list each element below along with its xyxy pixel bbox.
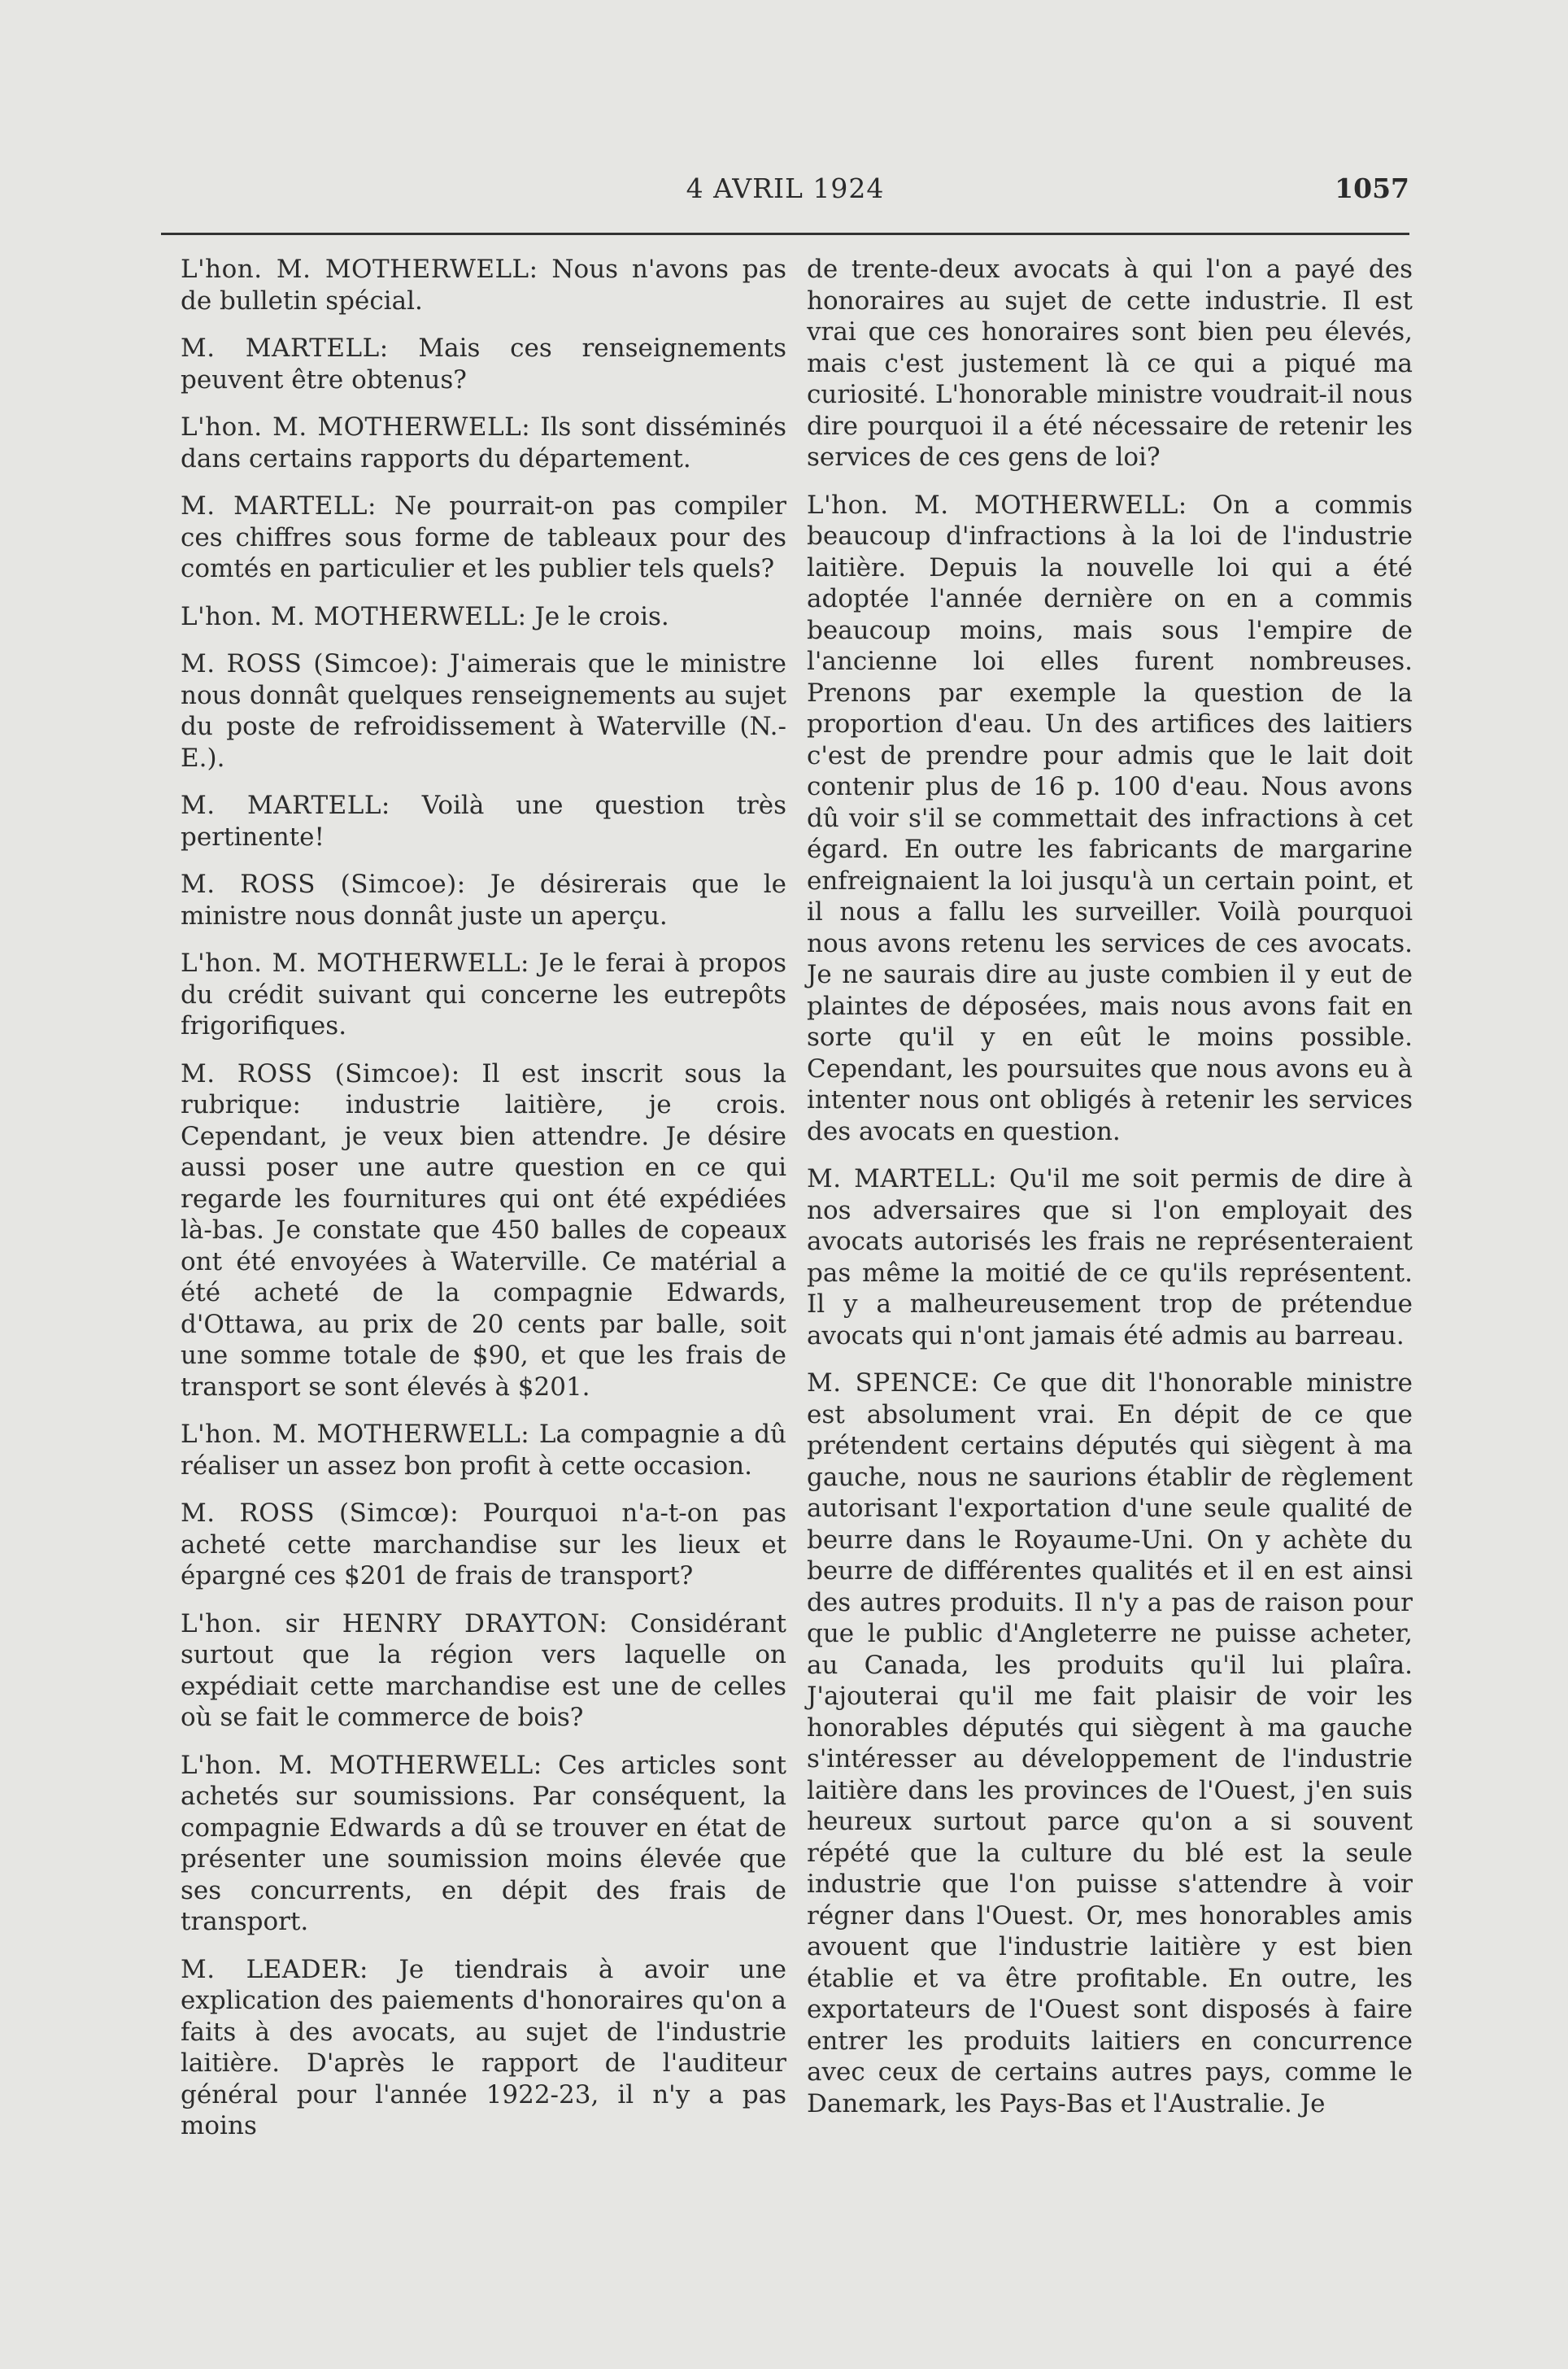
speaker-name: M. MARTELL: xyxy=(181,791,390,820)
speaker-name: M. SPENCE: xyxy=(807,1368,979,1398)
paragraph xyxy=(181,1954,786,2142)
speaker-name: L'hon. M. MOTHERWELL: xyxy=(807,490,1187,520)
speaker-name: L'hon. M. MOTHERWELL: xyxy=(181,255,538,284)
paragraph xyxy=(181,1058,786,1403)
speaker-name: L'hon. M. MOTHERWELL: xyxy=(181,412,531,442)
paragraph xyxy=(181,1498,786,1592)
speaker-name: M. ROSS (Simcœ): xyxy=(181,1499,460,1528)
paragraph-text: Ils sont disséminés dans certains rapports du département. xyxy=(181,412,787,473)
paragraph-text: Considérant surtout que la région vers laquelle on expédiait cette marchandise est une de celles où se fait le commerce de bois? xyxy=(181,1608,786,1732)
left-column xyxy=(181,254,786,2158)
paragraph-text: Ces articles sont achetés sur soumissions. Par conséquent, la compagnie Edwards a dû se trouver en état de présenter une soumission moins élevée que ses concurrents, en dépit des frais de transport. xyxy=(181,1750,787,1936)
paragraph-text: de trente-deux avocats à qui l'on a payé des honoraires au sujet de cette industrie. Il est vrai que ces honoraires sont bien peu élevés, mais c'est justement là ce qui a piqué ma curiosité. L'honorable ministre voudrait-il nous dire pourquoi il a été nécessaire de retenir les services de ces gens de loi? xyxy=(807,255,1413,472)
paragraph xyxy=(181,648,786,774)
speaker-name: M. LEADER: xyxy=(181,1954,368,1984)
paragraph-text: Je désirerais que le ministre nous donnât juste un aperçu. xyxy=(181,870,787,931)
paragraph-text: Voilà une question très pertinente! xyxy=(181,791,786,852)
speaker-name: M. MARTELL: xyxy=(807,1164,997,1193)
paragraph xyxy=(181,1750,786,1938)
paragraph-text: On a commis beaucoup d'infractions à la loi de l'industrie laitière. Depuis la nouvelle loi qui a été adoptée l'année dernière on en a commis beaucoup moins, mais sous l'empire de l'ancienne loi elles furent nombreuses. Prenons par exemple la question de la proportion d'eau. Un des artifices des laitiers c'est de prendre pour admis que le lait doit contenir plus de 16 p. 100 d'eau. Nous avons dû voir s'il se commettait des infractions à cet égard. En outre les fabricants de margarine enfreignaient la loi jusqu'à un certain point, et il nous a fallu les surveiller. Voilà pourquoi nous avons retenu les services de ces avocats. Je ne saurais dire au juste combien il y eut de plaintes de déposées, mais nous avons fait en sorte qu'il y en eût le moins possible. Cependant, les poursuites que nous avons eu à intenter nous ont obligés à retenir les services des avocats en question. xyxy=(807,490,1413,1146)
paragraph-text: La compagnie a dû réaliser un assez bon profit à cette occasion. xyxy=(181,1420,786,1481)
paragraph xyxy=(807,254,1413,473)
paragraph xyxy=(181,254,786,316)
speaker-name: L'hon. M. MOTHERWELL: xyxy=(181,601,527,631)
paragraph xyxy=(807,1368,1413,2119)
paragraph xyxy=(181,601,786,633)
header-rule xyxy=(161,233,1409,235)
paragraph-text: Il est inscrit sous la rubrique: industrie laitière, je crois. Cependant, je veux bien attendre. Je désire aussi poser une autre question en ce qui regarde les fournitures qui ont été expédiées là-bas. Je constate que 450 balles de copeaux ont été envoyées à Waterville. Ce matérial a été acheté de la compagnie Edwards, d'Ottawa, au prix de 20 cents par balle, soit une somme totale de $90, et que les frais de transport se sont élevés à $201. xyxy=(181,1058,787,1402)
paragraph-text: Je le ferai à propos du crédit suivant qui concerne les eutrepôts frigorifiques. xyxy=(181,949,786,1041)
speaker-name: M. ROSS (Simcoe): xyxy=(181,649,439,678)
speaker-name: L'hon. M. MOTHERWELL: xyxy=(181,1750,542,1780)
paragraph-text: Je le crois. xyxy=(526,601,669,631)
paragraph-text: Ne pourrait-on pas compiler ces chiffres sous forme de tableaux pour des comtés en particulier et les publier tels quels? xyxy=(181,491,787,583)
paragraph-text: Pourquoi n'a-t-on pas acheté cette marchandise sur les lieux et épargné ces $201 de frais de transport? xyxy=(181,1499,786,1590)
speaker-name: L'hon. M. MOTHERWELL: xyxy=(181,949,529,978)
header-date: 4 AVRIL 1924 xyxy=(686,172,885,204)
speaker-name: M. MARTELL: xyxy=(181,491,377,521)
paragraph xyxy=(181,491,786,585)
page-number: 1057 xyxy=(1335,172,1409,204)
speaker-name: M. ROSS (Simcoe): xyxy=(181,1058,460,1089)
page-header xyxy=(161,172,1409,213)
paragraph-text: Nous n'avons pas de bulletin spécial. xyxy=(181,255,787,316)
paragraph xyxy=(181,333,786,395)
paragraph-text: Qu'il me soit permis de dire à nos adversaires que si l'on employait des avocats autorisés les frais ne représenteraient pas même la moitié de ce qu'ils représentent. Il y a malheureusement trop de prétendue avocats qui n'ont jamais été admis au barreau. xyxy=(807,1164,1413,1350)
paragraph xyxy=(181,869,786,931)
paragraph-text: Je tiendrais à avoir une explication des paiements d'honoraires qu'on a faits à des avocats, au sujet de l'industrie laitière. D'après le rapport de l'auditeur général pour l'année 1922-23, il n'y a pas moins xyxy=(181,1954,786,2140)
paragraph-text: Ce que dit l'honorable ministre est absolument vrai. En dépit de ce que prétendent certains députés qui siègent à ma gauche, nous ne saurions établir de règlement autorisant l'exportation d'une seule qualité de beurre dans le Royaume-Uni. On y achète du beurre de différentes qualités et il en est ainsi des autres produits. Il n'y a pas de raison pour que le public d'Angleterre ne puisse acheter, au Canada, les produits qu'il lui plaîra. J'ajouterai qu'il me fait plaisir de voir les honorables députés qui siègent à ma gauche s'intéresser au développement de l'industrie laitière dans les provinces de l'Ouest, j'en suis heureux surtout parce qu'on a si souvent répété que la culture du blé est la seule industrie que l'on puisse s'attendre à voir régner dans l'Ouest. Or, mes honorables amis avouent que l'industrie laitière y est bien établie et va être profitable. En outre, les exportateurs de l'Ouest sont disposés à faire entrer les produits laitiers en concurrence avec ceux de certains autres pays, comme le Danemark, les Pays-Bas et l'Australie. Je xyxy=(807,1368,1413,2118)
speaker-name: M. MARTELL: xyxy=(181,334,389,363)
speaker-name: L'hon. sir HENRY DRAYTON: xyxy=(181,1608,608,1638)
speaker-name: L'hon. M. MOTHERWELL: xyxy=(181,1420,530,1449)
paragraph xyxy=(181,1419,786,1481)
paragraph-text: J'aimerais que le ministre nous donnât quelques renseignements au sujet du poste de refroidissement à Waterville (N.-E.). xyxy=(181,649,786,773)
speaker-name: M. ROSS (Simcoe): xyxy=(181,870,466,899)
paragraph xyxy=(181,1608,786,1734)
paragraph xyxy=(181,948,786,1042)
paragraph xyxy=(181,412,786,474)
paragraph xyxy=(807,1163,1413,1351)
right-column xyxy=(807,254,1413,2136)
paragraph xyxy=(807,490,1413,1148)
paragraph xyxy=(181,790,786,853)
paragraph-text: Mais ces renseignements peuvent être obtenus? xyxy=(181,334,786,395)
